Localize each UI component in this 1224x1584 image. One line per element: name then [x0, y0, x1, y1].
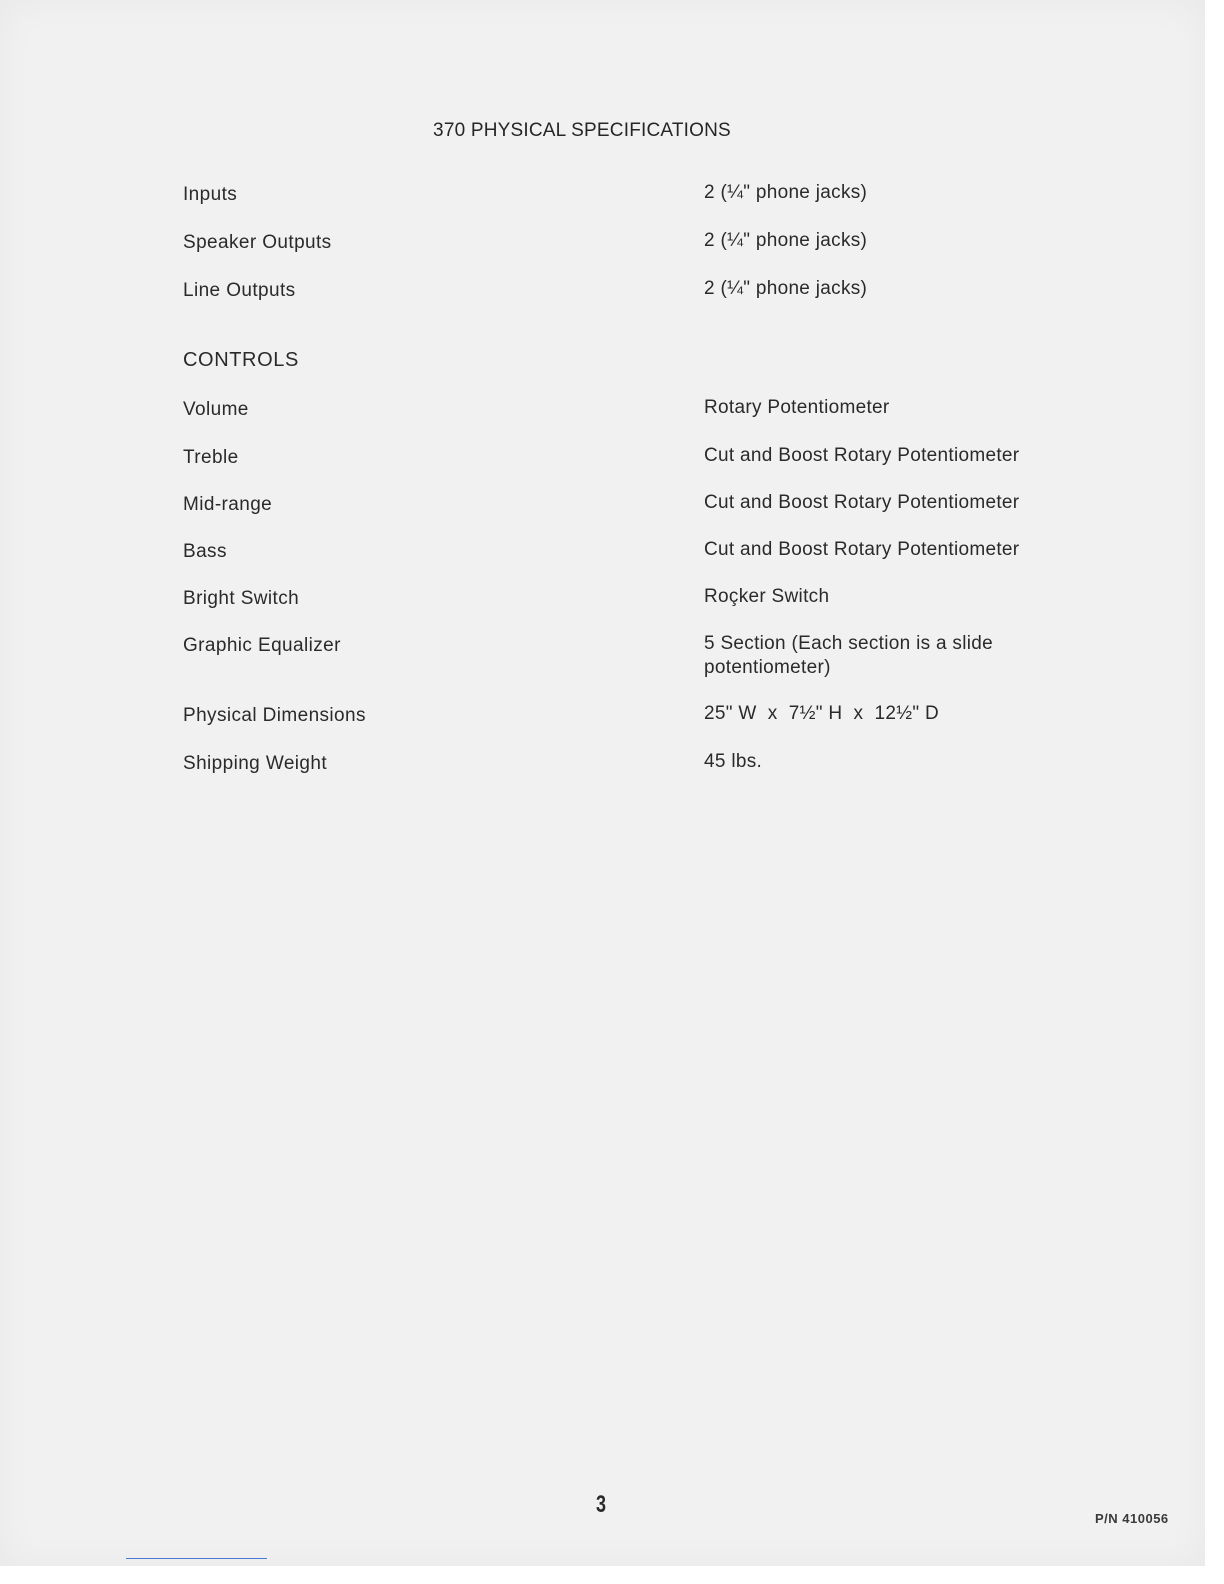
- spec-label: Graphic Equalizer: [183, 635, 341, 656]
- spec-value: 2 (¼" phone jacks): [704, 278, 868, 299]
- spec-label: Line Outputs: [183, 280, 296, 301]
- spec-label: Physical Dimensions: [183, 705, 366, 726]
- spec-label: Bright Switch: [183, 588, 300, 609]
- spec-value: Cut and Boost Rotary Potentiometer: [704, 445, 1020, 466]
- spec-label: Bass: [183, 541, 227, 562]
- scan-margin-bottom: [0, 1566, 1224, 1584]
- spec-value: Rotary Potentiometer: [704, 397, 890, 418]
- spec-value: 2 (¼" phone jacks): [704, 230, 868, 251]
- scan-margin-right: [1205, 0, 1224, 1584]
- spec-label: Treble: [183, 447, 239, 468]
- spec-value: 2 (¼" phone jacks): [704, 182, 868, 203]
- page-number: 3: [596, 1491, 607, 1518]
- spec-label: Shipping Weight: [183, 753, 328, 774]
- spec-label: Inputs: [183, 184, 238, 205]
- page-title: 370 PHYSICAL SPECIFICATIONS: [433, 120, 731, 141]
- spec-value: Roçker Switch: [704, 586, 830, 607]
- scan-link-underline: [126, 1558, 267, 1559]
- spec-value: 5 Section (Each section is a slide potentiometer): [704, 633, 994, 678]
- spec-label: Volume: [183, 399, 249, 420]
- part-number: P/N 410056: [1095, 1511, 1169, 1526]
- spec-label: Mid-range: [183, 494, 273, 515]
- controls-heading: CONTROLS: [183, 349, 299, 371]
- spec-value: Cut and Boost Rotary Potentiometer: [704, 539, 1020, 560]
- spec-value: Cut and Boost Rotary Potentiometer: [704, 492, 1020, 513]
- spec-value: 25" W x 7½" H x 12½" D: [704, 703, 940, 724]
- spec-value: 45 lbs.: [704, 751, 763, 772]
- spec-label: Speaker Outputs: [183, 232, 332, 253]
